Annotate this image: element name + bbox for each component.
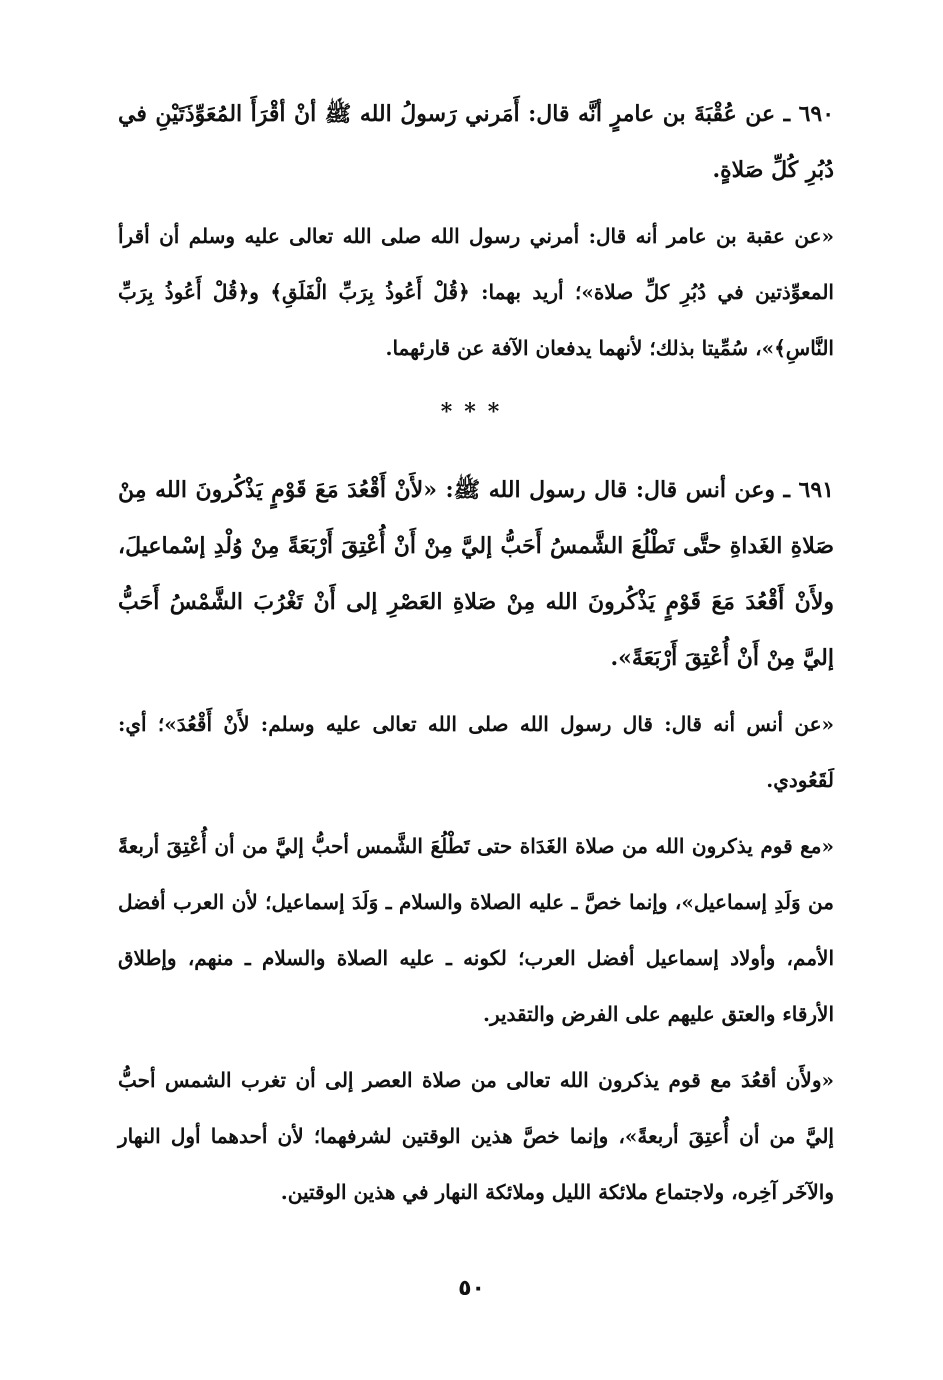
hadith-690 xyxy=(118,86,834,198)
commentary-691-c: «ولأَن أقعُدَ مع قوم يذكرون الله تعالى من صلاة العصر إلى أن تغرب الشمس أحبُّ إليَّ من أن أُعتِقَ أربعةً»، وإنما خصَّ هذين الوقتين لشرفهما؛ لأن أحدهما أول النهار والآخَر آخِره، ولاجتماع ملائكة الليل وملائكة النهار في هذين الوقتين. xyxy=(118,1068,834,1204)
hadith-691-text: «لأَنْ أَقْعُدَ مَعَ قَوْمٍ يَذْكُرونَ الله مِنْ صَلاةِ الغَداةِ حتَّى تَطْلُعَ الشَّمسُ أَحَبُّ إليَّ مِنْ أَنْ أُعْتِقَ أَرْبَعَةً مِنْ وُلْدِ إسْماعيلَ، ولأَنْ أَقْعُدَ مَعَ قَوْمٍ يَذْكُرونَ الله مِنْ صَلاةِ العَصْرِ إلى أَنْ تَغْرُبَ الشَّمْسُ أَحَبُّ إليَّ مِنْ أَنْ أُعْتِقَ أَرْبَعَةً». xyxy=(118,477,835,671)
page-number: ٥٠ xyxy=(458,1276,485,1301)
commentary-691-b: «مع قوم يذكرون الله من صلاة الغَدَاة حتى تَطْلُعَ الشَّمس أحبُّ إليَّ من أن أُعْتِقَ أربعةً من وَلَدِ إسماعيل»، وإنما خصَّ ـ عليه الصلاة والسلام ـ وَلَدَ إسماعيل؛ لأن العرب أفضل الأمم، وأولاد إسماعيل أفضل العرب؛ لكونه ـ عليه الصلاة والسلام ـ منهم، وإطلاق الأرقاء والعتق عليهم على الفرض والتقدير. xyxy=(118,834,834,1026)
page-body xyxy=(118,86,834,1230)
hadith-691 xyxy=(118,462,834,686)
hadith-691-number: ٦٩١ ـ وعن أنس قال: قال رسول الله ﷺ: xyxy=(436,477,834,503)
hadith-690-number: ٦٩٠ ـ عن عُقْبَةَ بن عامرٍ أنَّه قال: xyxy=(519,101,835,127)
commentary-690: «عن عقبة بن عامر أنه قال: أمرني رسول الله صلى الله تعالى عليه وسلم أن أقرأ المعوِّذتين في دُبُرِ كلِّ صلاة»؛ أريد بهما: ﴿قُلْ أَعُوذُ بِرَبِّ الْفَلَقِ﴾ و﴿قُلْ أَعُوذُ بِرَبِّ النَّاسِ﴾»، سُمِّيتا بذلك؛ لأنهما يدفعان الآفة عن قارئهما. xyxy=(118,224,834,360)
section-separator: *** xyxy=(440,399,512,425)
hadith-690-text: أَمَرني رَسولُ الله ﷺ أنْ أقْرَأَ المُعَوِّذَتَيْنِ في دُبُرِ كُلِّ صَلاةٍ. xyxy=(118,101,834,183)
commentary-691-a: «عن أنس أنه قال: قال رسول الله صلى الله تعالى عليه وسلم: لأَنْ أَقْعُدَ»؛ أي: لَقَعُودي. xyxy=(118,712,834,792)
